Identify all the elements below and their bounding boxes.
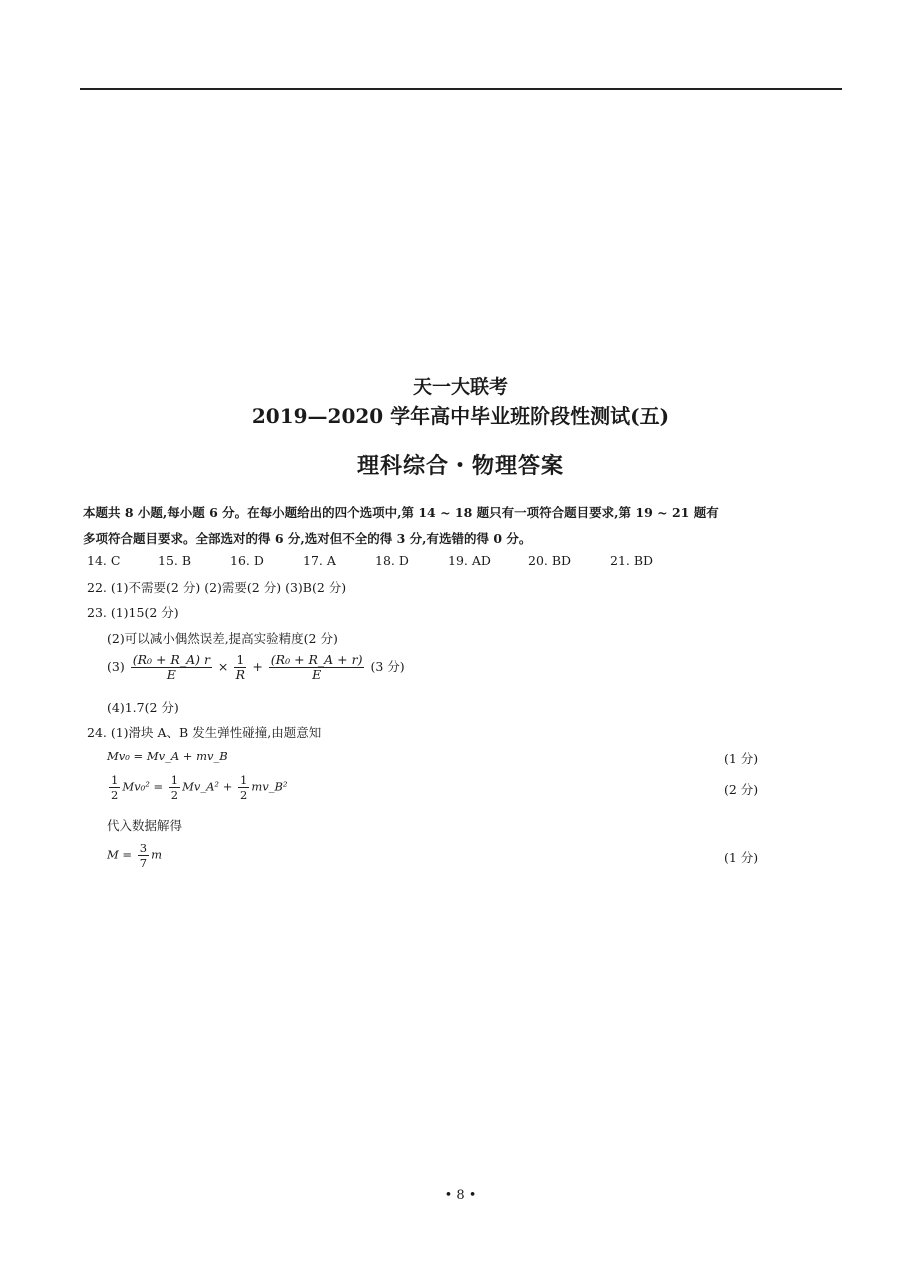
q24-eq2-term2: Mv_A²	[182, 779, 220, 794]
q24-eq1-score: (1 分)	[724, 751, 759, 766]
exam-org-title: 天一大联考	[412, 376, 508, 398]
q24-eq2-half-2	[169, 773, 180, 802]
q24-eq2-term1: Mv₀²	[122, 779, 150, 794]
intro-line-2: 多项符合题目要求。全部选对的得 6 分,选对但不全的得 3 分,有选错的得 0 分。	[83, 531, 532, 546]
page-number: • 8 •	[444, 1188, 477, 1203]
q23-p3-den2: R	[235, 667, 246, 682]
q24-equation-3	[107, 841, 162, 870]
q24-eq2-equals: =	[153, 779, 164, 794]
q23-p3-num2: 1	[236, 652, 245, 667]
half-den: 2	[170, 788, 179, 802]
q23-p3-fraction-2	[234, 653, 246, 682]
q23-p3-prefix: (3)	[107, 659, 125, 674]
q24-eq2-half-1	[109, 773, 120, 802]
q23-p3-times: ×	[217, 659, 229, 674]
half-num: 1	[111, 773, 119, 787]
half-num: 1	[240, 773, 248, 787]
q22-answer: 22. (1)不需要(2 分) (2)需要(2 分) (3)B(2 分)	[87, 580, 347, 595]
q23-p3-suffix: (3 分)	[370, 659, 405, 674]
q24-eq2-plus: +	[222, 779, 233, 794]
answer-16: 16. D	[230, 553, 264, 568]
q24-part2: 代入数据解得	[107, 818, 183, 833]
q24-eq3-fraction	[138, 841, 149, 870]
subject-title: 理科综合・物理答案	[356, 453, 564, 479]
answer-14: 14. C	[87, 553, 121, 568]
answer-17: 17. A	[303, 553, 336, 568]
q24-equation-1: Mv₀ = Mv_A + mv_B	[107, 749, 228, 763]
half-den: 2	[111, 788, 119, 802]
q24-equation-2	[107, 773, 288, 802]
q24-eq3-left: M =	[107, 847, 133, 862]
answer-19: 19. AD	[448, 553, 491, 568]
q24-eq2-half-3	[238, 773, 249, 802]
q24-eq3-den: 7	[139, 856, 148, 870]
header-rule	[80, 88, 842, 90]
q24-eq3-num: 3	[139, 841, 148, 855]
q23-part3-formula	[107, 653, 405, 682]
answer-18: 18. D	[375, 553, 409, 568]
answer-21: 21. BD	[610, 553, 654, 568]
q23-p3-den3: E	[312, 667, 322, 682]
q24-part1: 24. (1)滑块 A、B 发生弹性碰撞,由题意知	[87, 725, 322, 740]
exam-title: 2019—2020 学年高中毕业班阶段性测试(五)	[251, 404, 670, 428]
q23-part1: 23. (1)15(2 分)	[87, 605, 179, 620]
half-num: 1	[170, 773, 179, 787]
answer-20: 20. BD	[528, 553, 572, 568]
answer-15: 15. B	[158, 553, 192, 568]
q23-p3-plus: +	[252, 659, 263, 674]
half-den: 2	[240, 788, 248, 802]
q23-p3-fraction-1	[131, 653, 212, 682]
q23-part2: (2)可以减小偶然误差,提高实验精度(2 分)	[107, 631, 338, 646]
q24-eq3-right: m	[151, 847, 162, 862]
q24-eq3-score: (1 分)	[724, 850, 759, 865]
q23-part4: (4)1.7(2 分)	[107, 700, 179, 715]
intro-line-1: 本题共 8 小题,每小题 6 分。在每小题给出的四个选项中,第 14 ~ 18 题只有一项符合题目要求,第 19 ~ 21 题有	[83, 505, 719, 520]
q23-p3-fraction-3	[269, 653, 365, 682]
q23-p3-den1: E	[166, 667, 176, 682]
q24-eq2-term3: mv_B²	[251, 779, 288, 794]
q23-p3-num3: (R₀ + R_A + r)	[270, 652, 363, 667]
q23-p3-num1: (R₀ + R_A) r	[132, 652, 210, 667]
q24-eq2-score: (2 分)	[724, 782, 759, 797]
